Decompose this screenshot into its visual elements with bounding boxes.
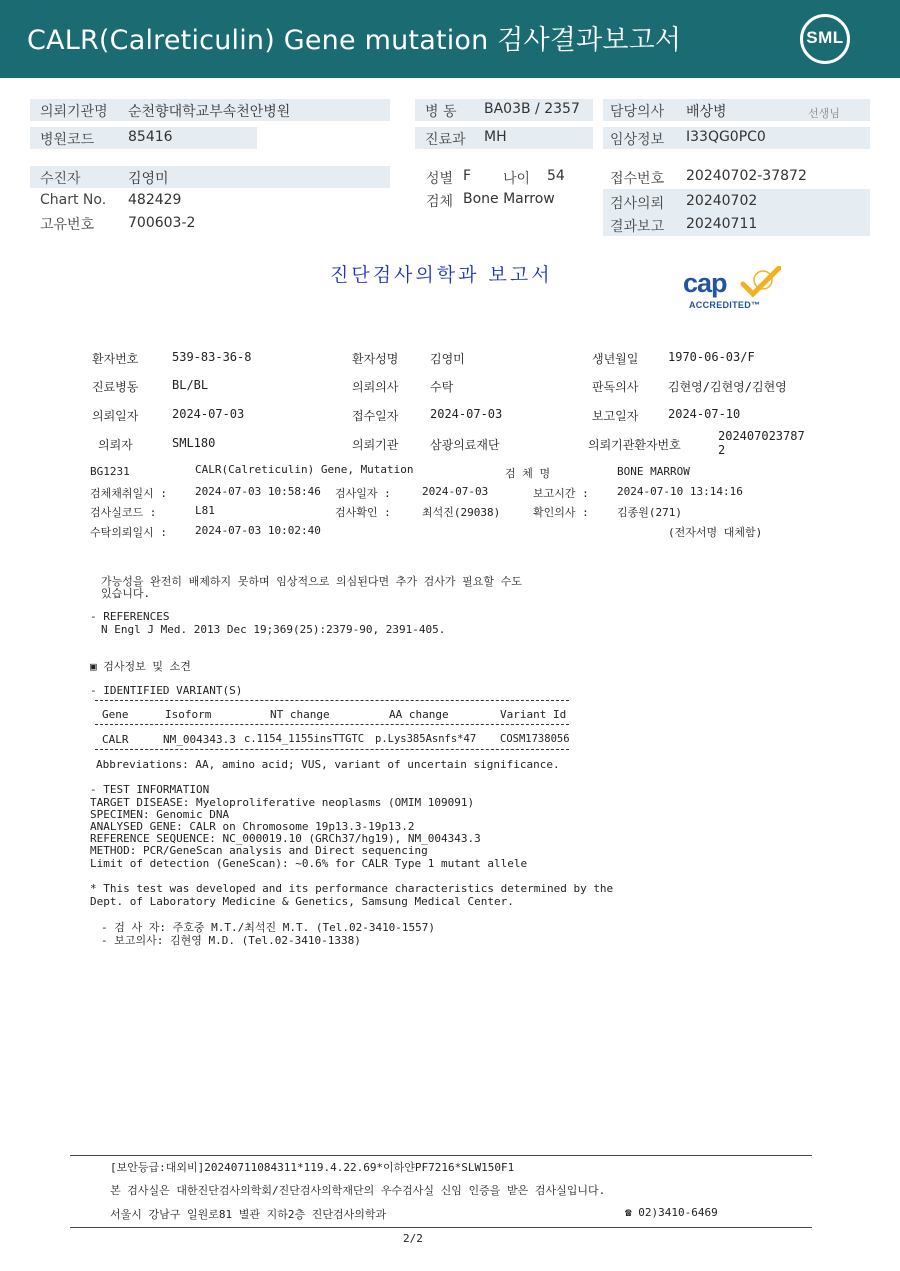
scan-value: 2024-07-03 10:58:46 bbox=[195, 485, 321, 498]
test-info-line: REFERENCE SEQUENCE: NC_000019.10 (GRCh37/hg19), NM_004343.3 bbox=[90, 832, 481, 845]
doctor-suffix: 선생님 bbox=[808, 107, 840, 120]
cap-accredited-text: ACCREDITED™ bbox=[689, 300, 761, 310]
cap-logo bbox=[683, 268, 761, 310]
cap-logo-word: cap bbox=[683, 268, 727, 298]
table-divider bbox=[95, 749, 569, 750]
scan-label: 의뢰의사 bbox=[352, 380, 399, 394]
reference-text: N Engl J Med. 2013 Dec 19;369(25):2379-90, 2391-405. bbox=[101, 623, 446, 636]
id-value: 700603-2 bbox=[128, 215, 196, 231]
patient-name: 김영미 bbox=[128, 171, 169, 187]
table-divider bbox=[95, 724, 569, 725]
institution-label: 의뢰기관명 bbox=[40, 104, 108, 120]
age-label: 나이 bbox=[503, 171, 531, 187]
disclaimer-text: * This test was developed and its performance characteristics determined by the bbox=[90, 882, 614, 895]
table-header: AA change bbox=[389, 708, 449, 721]
scan-value: 수탁 bbox=[430, 380, 454, 394]
scan-label: 의뢰자 bbox=[98, 438, 133, 452]
clinical-info-label: 임상정보 bbox=[610, 132, 665, 148]
test-code: BG1231 bbox=[90, 465, 130, 478]
reporter-text: - 보고의사: 김현영 M.D. (Tel.02-3410-1338) bbox=[101, 934, 361, 947]
scan-value: 2024-07-03 bbox=[172, 407, 245, 421]
table-cell: c.1154_1155insTTGTC bbox=[244, 733, 365, 745]
scan-value: 김영미 bbox=[430, 352, 465, 366]
table-header: NT change bbox=[270, 708, 330, 721]
scan-label: 의뢰기관환자번호 bbox=[588, 438, 681, 452]
disclaimer-text: Dept. of Laboratory Medicine & Genetics, Samsung Medical Center. bbox=[90, 895, 514, 908]
clinical-info-value: I33QG0PC0 bbox=[686, 129, 766, 145]
page-title: CALR(Calreticulin) Gene mutation 검사결과보고서 bbox=[27, 25, 682, 56]
scan-value: 2 bbox=[718, 443, 726, 457]
table-header: Isoform bbox=[165, 708, 212, 721]
scan-value: 삼광의료재단 bbox=[430, 438, 500, 452]
abbreviations-text: Abbreviations: AA, amino acid; VUS, variant of uncertain significance. bbox=[96, 758, 560, 771]
esign-note: (전자서명 대체함) bbox=[668, 526, 763, 539]
scan-value: 1970-06-03/F bbox=[668, 350, 755, 364]
address-text: 서울시 강남구 일원로81 별관 지하2층 진단검사의학과 bbox=[110, 1208, 387, 1221]
scan-value: 2024-07-10 13:14:16 bbox=[617, 485, 743, 498]
sml-logo bbox=[800, 14, 850, 64]
table-header: Variant Id bbox=[500, 708, 567, 721]
scan-label: 환자성명 bbox=[352, 352, 399, 366]
scan-label: 검사확인 : bbox=[335, 506, 391, 519]
receipt-no-value: 20240702-37872 bbox=[686, 168, 807, 184]
scan-label: 검체채취일시 : bbox=[90, 487, 168, 500]
scan-value: 김종원(271) bbox=[617, 506, 682, 519]
institution-value: 순천향대학교부속천안병원 bbox=[128, 104, 291, 120]
report-date-label: 결과보고 bbox=[610, 219, 665, 235]
request-date-value: 20240702 bbox=[686, 193, 758, 209]
table-cell: p.Lys385Asnfs*47 bbox=[375, 733, 477, 745]
scan-value: 2024-07-10 bbox=[668, 407, 741, 421]
sex-label: 성별 bbox=[426, 171, 454, 187]
age-value: 54 bbox=[547, 168, 565, 184]
patient-label: 수진자 bbox=[40, 171, 81, 187]
variant-heading: - IDENTIFIED VARIANT(S) bbox=[90, 684, 243, 697]
scan-label: 보고시간 : bbox=[533, 487, 589, 500]
scan-value: 2024-07-03 10:02:40 bbox=[195, 524, 321, 537]
hospital-code-value: 85416 bbox=[128, 129, 173, 145]
scan-label: 진료병동 bbox=[92, 380, 139, 394]
test-info-line: SPECIMEN: Genomic DNA bbox=[90, 808, 230, 821]
scan-value: 2024-07-03 bbox=[430, 407, 503, 421]
phone-text: ☎ 02)3410-6469 bbox=[625, 1206, 718, 1219]
doctor-value: 배상병 bbox=[686, 104, 727, 120]
scan-label: 환자번호 bbox=[92, 352, 139, 366]
table-cell: NM_004343.3 bbox=[163, 733, 236, 746]
ward-label: 병 동 bbox=[425, 104, 457, 120]
scan-label: 검 체 명 bbox=[505, 467, 551, 480]
scan-label: 생년월일 bbox=[592, 352, 639, 366]
chart-no-value: 482429 bbox=[128, 192, 182, 208]
header-bar bbox=[0, 0, 900, 78]
report-date-value: 20240711 bbox=[686, 216, 758, 232]
page-number: 2/2 bbox=[403, 1232, 423, 1245]
sex-value: F bbox=[463, 168, 472, 184]
scan-value: L81 bbox=[195, 504, 215, 517]
specimen-value: Bone Marrow bbox=[463, 191, 555, 207]
scan-value: 2024-07-03 bbox=[422, 485, 489, 498]
test-name: CALR(Calreticulin) Gene, Mutation bbox=[195, 463, 414, 476]
section-heading: ▣ 검사정보 및 소견 bbox=[90, 660, 191, 673]
scan-label: 검사일자 : bbox=[335, 487, 391, 500]
footer-divider bbox=[70, 1155, 812, 1156]
scan-value: 202407023787 bbox=[718, 429, 805, 443]
footer-divider bbox=[70, 1227, 812, 1228]
test-info-line: - TEST INFORMATION bbox=[90, 783, 210, 796]
scan-label: 확인의사 : bbox=[533, 506, 589, 519]
scan-label: 보고일자 bbox=[592, 409, 639, 423]
info-bar bbox=[30, 166, 390, 188]
specimen-label: 검체 bbox=[426, 194, 454, 210]
checkmark-icon bbox=[739, 266, 781, 298]
table-cell: COSM1738056 bbox=[500, 733, 570, 745]
scan-label: 검사실코드 : bbox=[90, 506, 157, 519]
scan-label: 판독의사 bbox=[592, 380, 639, 394]
table-header: Gene bbox=[102, 708, 129, 721]
scan-value: BONE MARROW bbox=[617, 465, 690, 478]
request-date-label: 검사의뢰 bbox=[610, 196, 665, 212]
id-label: 고유번호 bbox=[40, 217, 95, 233]
test-info-line: TARGET DISEASE: Myeloproliferative neoplasms (OMIM 109091) bbox=[90, 796, 475, 809]
certification-text: 본 검사실은 대한진단검사의학회/진단검사의학재단의 우수검사실 신임 인증을 받은 검사실입니다. bbox=[110, 1184, 606, 1197]
scan-value: 김현영/김현영/김현영 bbox=[668, 380, 787, 394]
receipt-no-label: 접수번호 bbox=[610, 171, 665, 187]
test-info-line: METHOD: PCR/GeneScan analysis and Direct sequencing bbox=[90, 844, 428, 857]
scan-label: 의뢰기관 bbox=[352, 438, 399, 452]
scan-label: 수탁의뢰일시 : bbox=[90, 526, 168, 539]
department-label: 진료과 bbox=[425, 132, 466, 148]
security-line: [보안등급:대외비]20240711084311*119.4.22.69*이하얀PF7216*SLW150F1 bbox=[110, 1161, 515, 1174]
ward-value: BA03B / 2357 bbox=[484, 101, 580, 117]
logo-text: SML bbox=[806, 28, 844, 47]
references-heading: - REFERENCES bbox=[90, 610, 170, 623]
hospital-code-label: 병원코드 bbox=[40, 132, 95, 148]
scan-label: 접수일자 bbox=[352, 409, 399, 423]
note-text: 가능성을 완전히 배제하지 못하며 임상적으로 의심된다면 추가 검사가 필요할 수도 bbox=[101, 575, 522, 588]
scan-value: SML180 bbox=[172, 436, 216, 450]
table-cell: CALR bbox=[102, 733, 129, 746]
chart-no-label: Chart No. bbox=[40, 192, 107, 208]
scan-value: BL/BL bbox=[172, 378, 209, 392]
table-divider bbox=[95, 700, 569, 701]
scan-label: 의뢰일자 bbox=[92, 409, 139, 423]
department-value: MH bbox=[484, 129, 507, 145]
scan-value: 최석진(29038) bbox=[422, 506, 501, 519]
test-info-line: Limit of detection (GeneScan): ~0.6% for CALR Type 1 mutant allele bbox=[90, 857, 528, 870]
report-title: 진단검사의학과 보고서 bbox=[330, 264, 553, 286]
examiner-text: - 검 사 자: 주호중 M.T./최석진 M.T. (Tel.02-3410-1557) bbox=[101, 921, 436, 934]
doctor-label: 담당의사 bbox=[610, 104, 665, 120]
scan-value: 539-83-36-8 bbox=[172, 350, 252, 364]
test-info-line: ANALYSED GENE: CALR on Chromosome 19p13.3-19p13.2 bbox=[90, 820, 415, 833]
note-text: 있습니다. bbox=[101, 587, 151, 600]
